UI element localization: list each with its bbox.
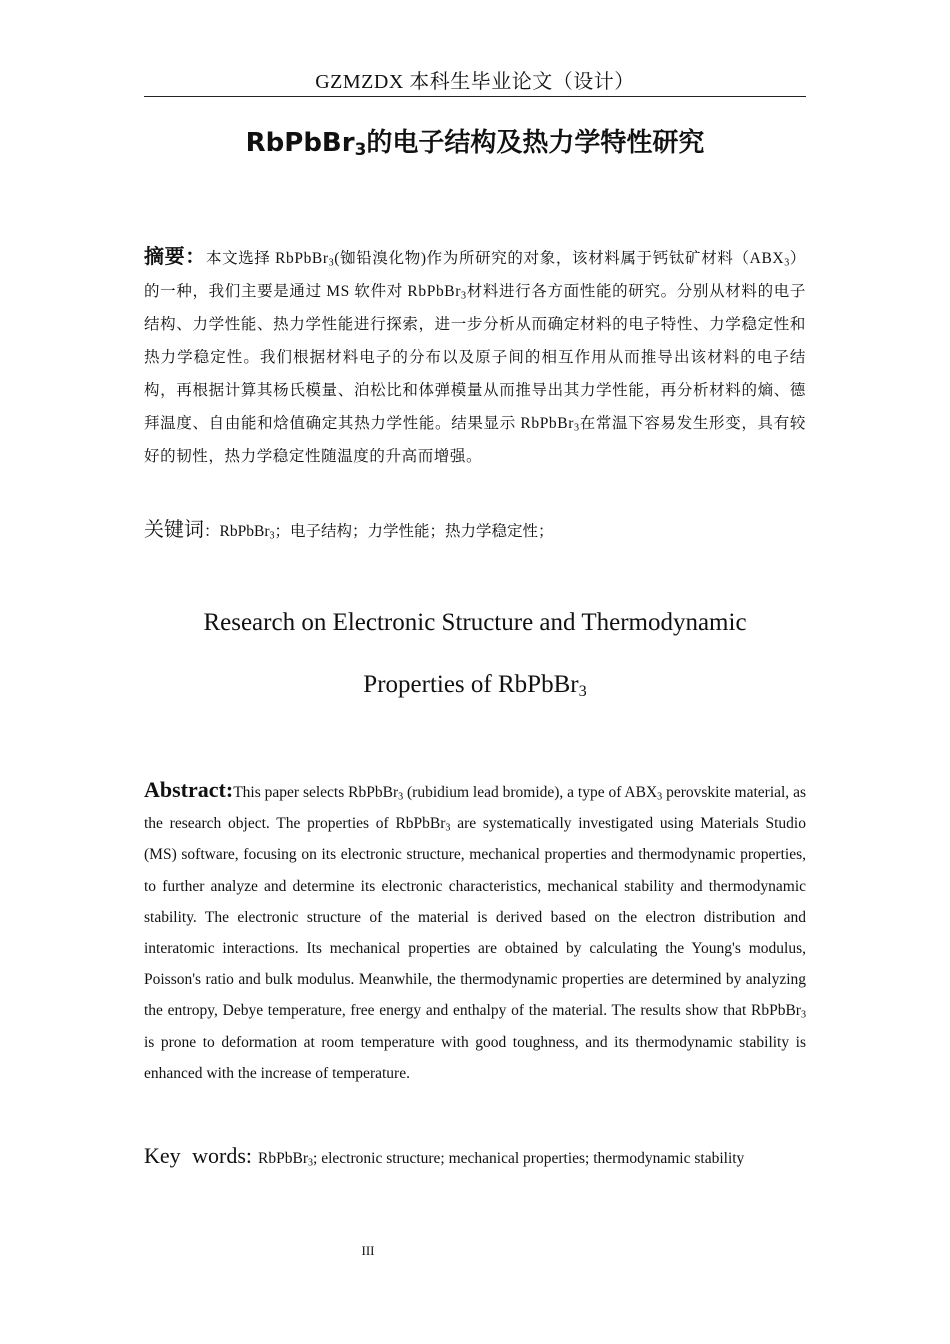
en-title-text: Properties of RbPbBr (363, 671, 579, 698)
en-abstract-sub-2: 3 (657, 791, 663, 803)
chinese-title (144, 122, 806, 159)
en-abstract-sub-3: 3 (445, 822, 451, 834)
en-abstract-text-3: perovskite material, as the research object. The properties of RbPbBr (144, 784, 806, 833)
chinese-keywords (144, 513, 806, 548)
en-abstract-text-5: is prone to deformation at room temperature with good toughness, and its thermodynamic stability is enhanced with the increase of temperature. (144, 1033, 806, 1082)
en-title-line-1: Research on Electronic Structure and Thermodynamic (203, 609, 747, 636)
cn-abstract-text-5: 在常温下容易发生形变，具有较好的韧性，热力学稳定性随温度的升高而增强。 (144, 415, 806, 465)
en-abstract-text-4: are systematically investigated using Materials Studio (MS) software, focusing on its electronic structure, mechanical properties and thermodynamic properties, to further analyze and determine its electronic characteristics, mechanical stability and thermodynamic stability. The electronic structure of the material is derived based on the electron distribution and interatomic interactions. Its mechanical properties are obtained by calculating the Young's modulus, Poisson's ratio and bulk modulus. Meanwhile, the thermodynamic properties are determined by analyzing the entropy, Debye temperature, free energy and enthalpy of the material. The results show that RbPbBr (144, 815, 806, 1020)
cn-keywords-colon: ： (204, 523, 220, 540)
chinese-abstract (144, 240, 806, 473)
cn-abstract-sub-1: 3 (328, 257, 335, 269)
running-header: GZMZDX 本科生毕业论文（设计） (144, 68, 806, 97)
cn-abstract-text-2: (铷铅溴化物)作为所研究的对象，该材料属于钙钛矿材料（ABX (334, 250, 785, 267)
english-abstract (144, 774, 806, 1089)
en-abstract-text-2: (rubidium lead bromide), a type of ABX (403, 784, 658, 801)
en-keyword-subscript: 3 (308, 1157, 314, 1169)
cn-abstract-text-3: ）的一种，我们主要是通过 MS 软件对 RbPbBr (144, 250, 806, 300)
cn-keyword-formula: RbPbBr (219, 523, 270, 540)
cn-abstract-text-4: 材料进行各方面性能的研究。分别从材料的电子结构、力学性能、热力学性能进行探索，进一步分析从而确定材料的电子特性、力学稳定性和热力学稳定性。我们根据材料电子的分布以及原子间的相互作用从而推导出该材料的电子结构，再根据计算其杨氏模量、泊松比和体弹模量从而推导出其力学性能，再分析材料的熵、德拜温度、自由能和焓值确定其热力学性能。结果显示 RbPbBr (144, 283, 806, 432)
cn-abstract-sub-2: 3 (784, 257, 790, 269)
cn-keywords-label: 关键词 (144, 517, 204, 541)
english-title (144, 592, 806, 716)
en-keywords-list: ; electronic structure; mechanical properties; thermodynamic stability (313, 1150, 745, 1167)
en-keywords-label: Key words: (144, 1143, 253, 1168)
cn-abstract-sub-4: 3 (573, 422, 580, 434)
cn-abstract-sub-3: 3 (461, 290, 467, 302)
en-abstract-text-1: This paper selects RbPbBr (233, 784, 399, 801)
page-number: III (361, 1243, 375, 1258)
cn-abstract-label: 摘要： (144, 244, 206, 268)
cn-keywords-list: ；电子结构；力学性能；热力学稳定性； (274, 523, 554, 540)
en-abstract-label: Abstract: (144, 777, 234, 802)
en-abstract-sub-1: 3 (398, 791, 404, 803)
cn-keyword-subscript: 3 (269, 530, 275, 542)
en-title-subscript: 3 (578, 682, 587, 701)
cn-title-subscript: 3 (354, 139, 367, 160)
cn-title-formula: RbPbBr (245, 128, 355, 158)
cn-title-text: 的电子结构及热力学特性研究 (366, 128, 705, 158)
english-keywords (144, 1140, 806, 1175)
en-abstract-sub-4: 3 (800, 1009, 806, 1021)
en-keyword-formula: RbPbBr (258, 1150, 309, 1167)
en-title-line-2 (144, 654, 806, 716)
cn-abstract-text-1: 本文选择 RbPbBr (205, 250, 329, 267)
